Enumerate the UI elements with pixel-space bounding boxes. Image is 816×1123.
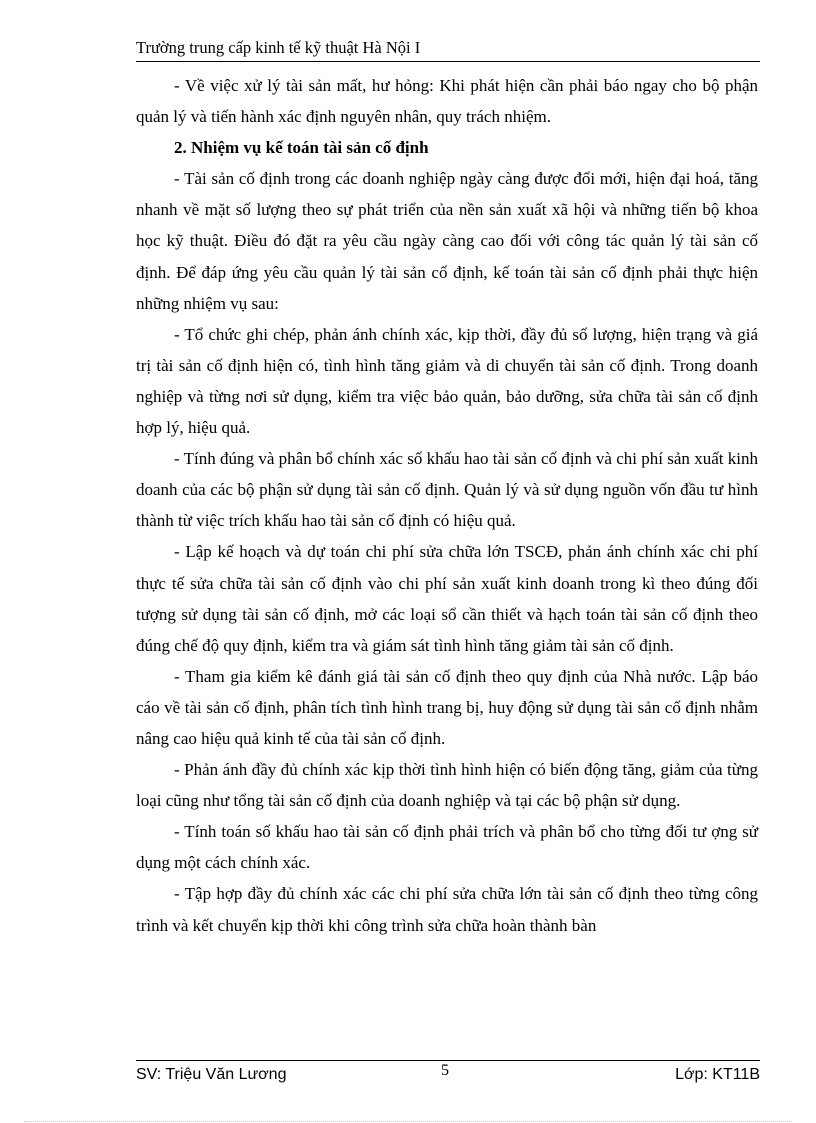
paragraph: - Về việc xử lý tài sản mất, hư hỏng: Khi phát hiện cần phải báo ngay cho bộ phận quản lý và tiến hành xác định nguyên nhân, quy trách nhiệm.: [136, 76, 758, 127]
paragraph: - Lập kế hoạch và dự toán chi phí sửa chữa lớn TSCĐ, phản ánh chính xác chi phí thực tế sửa chữa tài sản cố định vào chi phí sản xuất kinh doanh trong kì theo đúng đối tượng sử dụng tài sản cố định, mở các loại sổ cần thiết và hạch toán tài sản cố định theo đúng chế độ quy định, kiểm tra và giám sát tình hình tăng giảm tài sản cố định.: [136, 542, 758, 655]
page-bottom-dotted-line: [24, 1121, 792, 1122]
page-footer: [136, 1064, 760, 1088]
footer-divider: [136, 1060, 760, 1061]
paragraph: - Tài sản cố định trong các doanh nghiệp ngày càng được đổi mới, hiện đại hoá, tăng nhanh về mặt số lượng theo sự phát triển của nền sản xuất xã hội và những tiến bộ khoa học kỹ thuật. Điều đó đặt ra yêu cầu ngày càng cao đối với công tác quản lý tài sản cố định. Để đáp ứng yêu cầu quản lý tài sản cố định, kế toán tài sản cố định phải thực hiện những nhiệm vụ sau:: [136, 169, 758, 313]
paragraph: - Tổ chức ghi chép, phản ánh chính xác, kịp thời, đầy đủ số lượng, hiện trạng và giá trị tài sản cố định hiện có, tình hình tăng giảm và di chuyển tài sản cố định. Trong doanh nghiệp và từng nơi sử dụng, kiểm tra việc bảo quản, bảo dưỡng, sửa chữa tài sản cố định hợp lý, hiệu quả.: [136, 324, 758, 438]
paragraph: - Tập hợp đầy đủ chính xác các chi phí sửa chữa lớn tài sản cố định theo từng công trình và kết chuyển kịp thời khi công trình sửa chữa hoàn thành bàn: [136, 884, 758, 935]
paragraph: - Tham gia kiểm kê đánh giá tài sản cố định theo quy định của Nhà nước. Lập báo cáo về tài sản cố định, phân tích tình hình trang bị, huy động sử dụng tài sản cố định nhằm nâng cao hiệu quả kinh tế của tài sản cố định.: [136, 666, 758, 748]
document-body: [136, 70, 758, 941]
paragraph: - Phản ánh đầy đủ chính xác kịp thời tình hình hiện có biến động tăng, giảm của từng loại cũng như tổng tài sản cố định của doanh nghiệp và tại các bộ phận sử dụng.: [136, 760, 758, 811]
footer-student-name: SV: Triệu Văn Lương: [136, 1066, 287, 1083]
section-heading: 2. Nhiệm vụ kế toán tài sản cố định: [174, 138, 429, 158]
footer-class: Lớp: KT11B: [675, 1066, 760, 1083]
header-school-name: Trường trung cấp kinh tế kỹ thuật Hà Nội I: [136, 38, 421, 57]
page-number: 5: [441, 1062, 449, 1079]
paragraph: - Tính toán số khấu hao tài sản cố định phải trích và phân bổ cho từng đối tư ợng sử dụng một cách chính xác.: [136, 822, 758, 873]
paragraph: - Tính đúng và phân bổ chính xác số khấu hao tài sản cố định và chi phí sản xuất kinh doanh của các bộ phận sử dụng tài sản cố định. Quản lý và sử dụng nguồn vốn đầu tư hình thành từ việc trích khấu hao tài sản cố định có hiệu quả.: [136, 449, 758, 531]
page-header: [136, 38, 760, 62]
